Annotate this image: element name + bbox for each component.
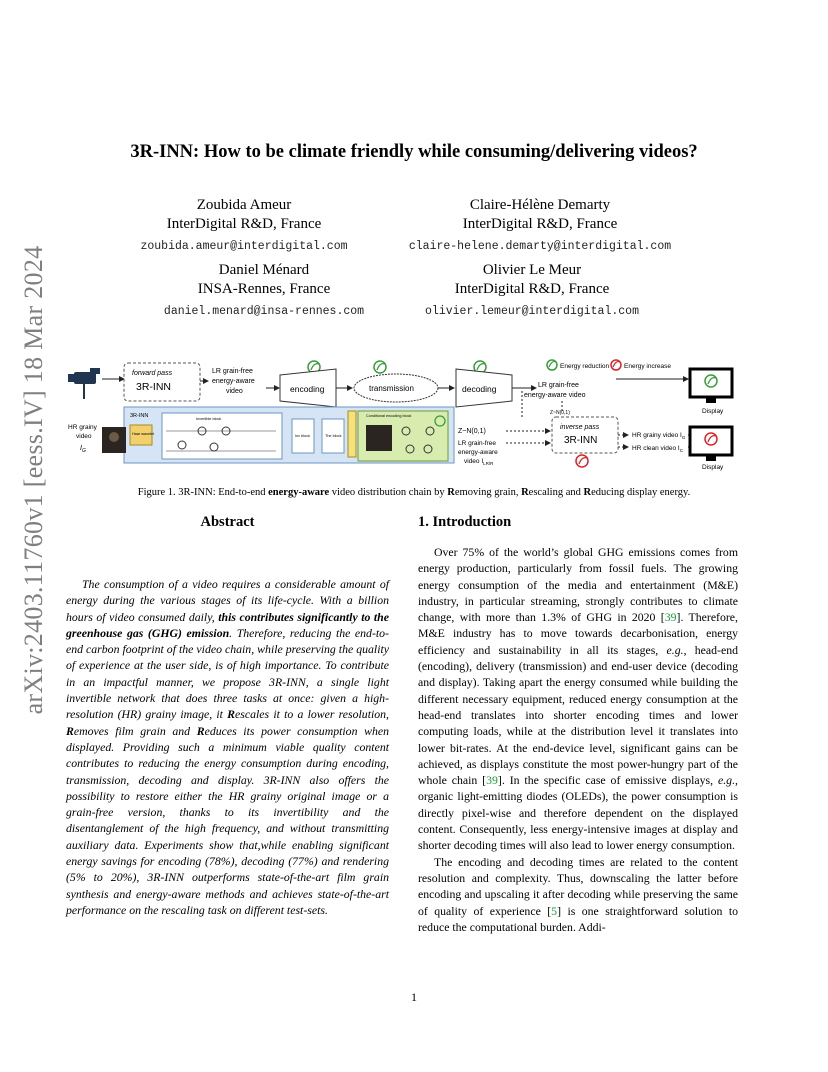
forward-model-label: 3R-INN — [136, 381, 172, 393]
intro-heading: 1. Introduction — [418, 514, 512, 530]
svg-text:forward pass: forward pass — [132, 370, 173, 377]
hr-clean-out-label: HR clean video $I_C$ — [632, 445, 683, 453]
author-name: Zoubida Ameur — [196, 197, 292, 213]
author-affiliation: InterDigital R&D, France — [462, 216, 618, 232]
author-block-3 — [132, 261, 396, 321]
svg-text:Invertible block: Invertible block — [196, 417, 222, 421]
svg-text:transmission: transmission — [369, 384, 414, 393]
svg-text:Energy reduction: Energy reduction — [560, 363, 610, 370]
arxiv-stamp: arXiv:2403.11760v1 [eess.IV] 18 Mar 2024 — [19, 245, 48, 715]
author-name: Olivier Le Meur — [482, 262, 582, 278]
figure-1-pipeline-diagram — [66, 355, 766, 475]
display-icon — [690, 427, 732, 461]
svg-text:Conditional encoding block: Conditional encoding block — [366, 414, 412, 418]
invertible-block — [162, 413, 282, 459]
legend-energy-reduction — [547, 360, 610, 370]
author-block-1 — [132, 196, 356, 256]
svg-text:Z~N(0,1): Z~N(0,1) — [458, 428, 486, 435]
svg-text:inverse pass: inverse pass — [560, 424, 600, 431]
author-affiliation: INSA-Rennes, France — [197, 281, 331, 297]
citation-link[interactable]: 5 — [551, 903, 558, 918]
author-name: Claire-Hélène Demarty — [469, 197, 611, 213]
svg-text:video: video — [226, 388, 243, 395]
author-email: olivier.lemeur@interdigital.com — [425, 305, 639, 318]
transmission-cloud — [354, 374, 438, 402]
intro-body — [418, 544, 738, 935]
figure-caption: Figure 1. 3R-INN: End-to-end energy-aware video distribution chain by Removing grain, Rescaling and Reducing display energy. — [137, 487, 691, 498]
hr-grainy-label: HR grainy — [68, 424, 97, 431]
svg-text:Z~N(0,1): Z~N(0,1) — [550, 410, 570, 416]
author-email: daniel.menard@insa-rennes.com — [163, 305, 365, 318]
citation-link[interactable]: 39 — [664, 610, 677, 625]
svg-text:energy-aware video: energy-aware video — [524, 392, 586, 399]
author-affiliation: InterDigital R&D, France — [166, 216, 322, 232]
svg-text:Haar wavelet: Haar wavelet — [132, 432, 155, 436]
author-block-4 — [400, 261, 664, 321]
svg-text:LR grain-free: LR grain-free — [212, 368, 253, 375]
svg-text:energy-aware: energy-aware — [212, 378, 255, 385]
abstract-body: The consumption of a video requires a considerable amount of energy during the various stages of its life-cycle. With a billion hours of video consumed daily, this contributes significantly to the greenhouse gas (GHG) emission. Therefore, reducing the end-to-end carbon footprint of the video chain, while preserving the quality of experience at the user side, is of high importance. To contribute in an impactful manner, we propose 3R-INN, a single light invertible network that does three tasks at once: given a high-resolution (HR) grainy image, it Rescales it to a lower resolution, Removes film grain and Reduces its power consumption when displayed. Providing such a minimum viable quality content contributes to reducing the energy consumption during encoding, transmission, decoding and display. 3R-INN also offers the possibility to restore either the HR grainy original image or a grain-free version, thanks to its invertibility and the disentanglement of the high frequency, and without transmitting auxiliary data. Experiments show that,while enabling significant energy savings for encoding (78%), decoding (77%) and rendering (5% to 20%), 3R-INN outperforms state-of-the-art film grain synthesis and energy-aware methods and achieves state-of-the-art performance on the rescaling task on different test-sets. — [66, 577, 390, 917]
energy-increase-icon — [576, 455, 588, 467]
hr-grainy-out-label: HR grainy video $I_G$ — [632, 432, 686, 440]
page-number: 1 — [411, 990, 417, 1004]
author-name: Daniel Ménard — [218, 262, 310, 278]
svg-text:LR grain-free: LR grain-free — [538, 382, 579, 389]
svg-text:decoding: decoding — [462, 384, 497, 394]
display-icon — [690, 369, 732, 403]
camera-icon — [68, 368, 100, 399]
legend-energy-increase — [611, 360, 671, 370]
svg-text:3R-INN: 3R-INN — [130, 413, 149, 419]
lr-video-label: video $I_{LR/R}$ — [464, 458, 494, 466]
ig-label: $I_G$ — [80, 445, 86, 454]
display-label: Display — [702, 408, 724, 415]
paper-title: 3R-INN: How to be climate friendly while consuming/delivering videos? — [130, 142, 698, 162]
svg-text:The block: The block — [325, 434, 342, 438]
author-email: claire-helene.demarty@interdigital.com — [408, 240, 672, 253]
author-block-2 — [380, 196, 700, 256]
citation-link[interactable]: 39 — [486, 773, 498, 788]
author-email: zoubida.ameur@interdigital.com — [140, 240, 348, 253]
svg-text:Inv block: Inv block — [295, 434, 310, 438]
author-affiliation: InterDigital R&D, France — [454, 281, 610, 297]
svg-text:encoding: encoding — [290, 384, 325, 394]
video-label: video — [76, 433, 92, 440]
abstract-heading: Abstract — [200, 514, 255, 530]
intro-paragraph-1: Over 75% of the world’s global GHG emissions comes from energy production, particularly from fossil fuels. The growing energy consumption of the media and entertainment (M&E) industry, in particular streaming, strongly contributes to climate change, with more than 1.3% of GHG in 2020 [39]. Therefore, M&E industry has to move towards decarbonisation, energy efficiency and sustainability in all its stages, e.g., head-end (encoding), delivery (transmission) and end-user device (decoding and display). Taking apart the energy consumed while building the different necessary equipment, reduced energy consumption at the head-end translates into shorter encoding times and lower computing loads, while at the distribution level it translates into lower bit-rates. At the end-device level, significant gains can be achieved, as displays constitute the most power-hungry part of the whole chain [39]. In the specific case of emissive displays, e.g., organic light-emitting diodes (OLEDs), the power consumption is directly pixel-wise and therefore dependent on the displayed content. Consequently, less energy-intensive images at display and shorter decoding times will also lead to lower energy consumption. — [418, 545, 738, 853]
inverse-model-label: 3R-INN — [564, 435, 598, 446]
energy-reduction-icon — [374, 361, 386, 373]
display-label: Display — [702, 464, 724, 471]
svg-text:LR grain-free: LR grain-free — [458, 440, 496, 447]
svg-text:energy-aware: energy-aware — [458, 449, 498, 456]
intro-paragraph-2: The encoding and decoding times are related to the content resolution and complexity. Thus, downscaling the latter before encoding and upscaling it after decoding while preserving the same of quality of experience [5] is one straightforward solution to reduce the computational burden. Addi- — [418, 854, 738, 934]
svg-text:Energy increase: Energy increase — [624, 363, 671, 370]
